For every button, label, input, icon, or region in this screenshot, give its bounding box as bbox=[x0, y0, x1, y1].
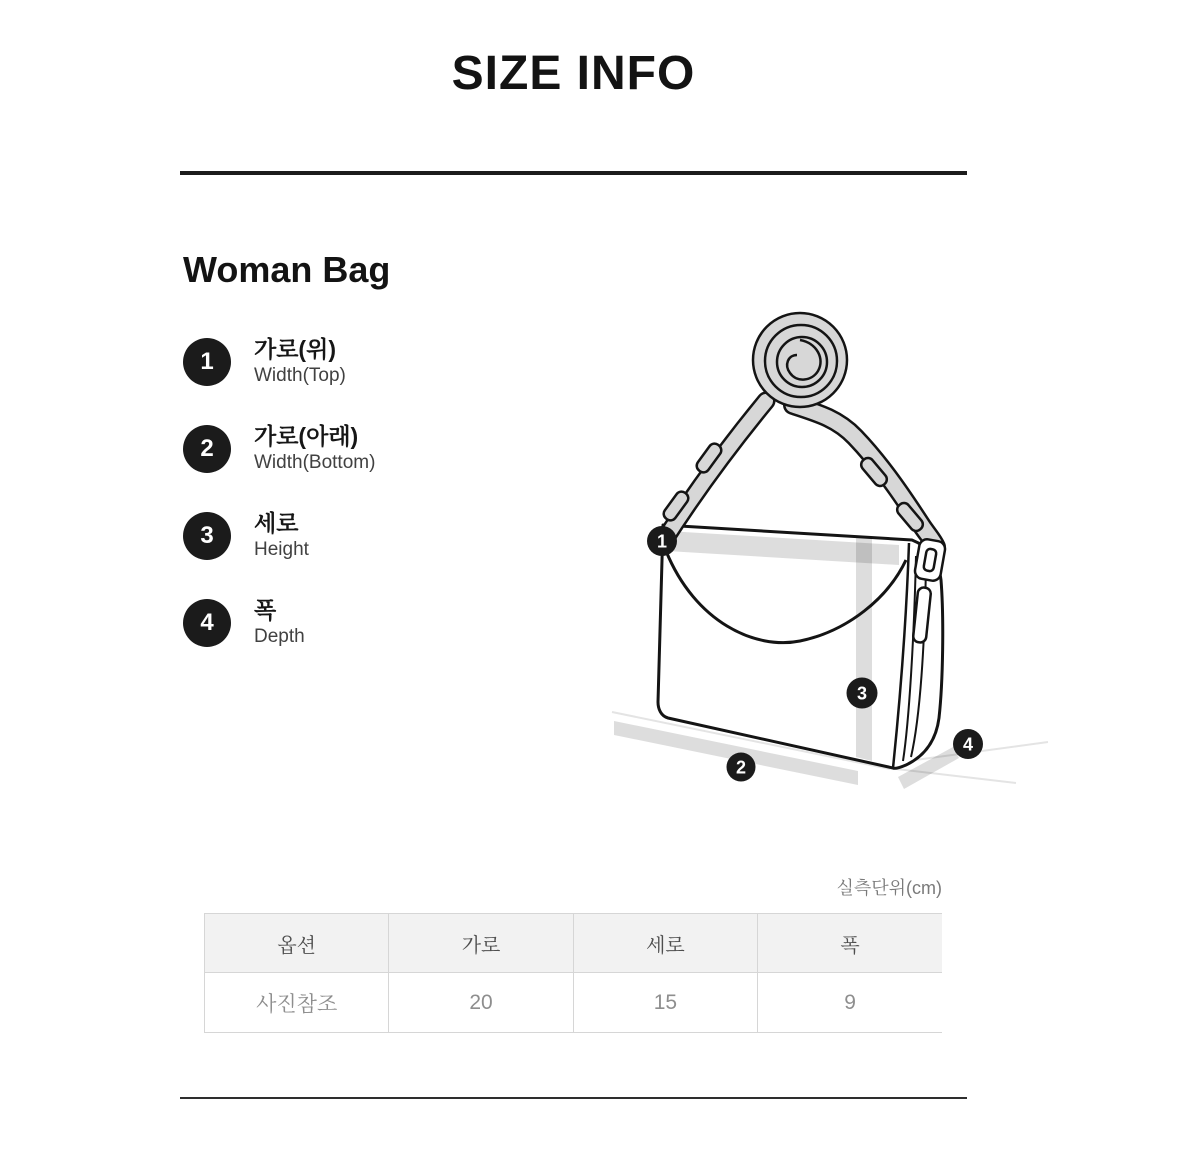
table-row bbox=[205, 973, 943, 1033]
marker-height bbox=[847, 678, 878, 709]
legend-item-width-bottom bbox=[183, 425, 375, 473]
marker-width-bottom bbox=[727, 753, 756, 782]
legend-label-en: Width(Bottom) bbox=[254, 452, 376, 473]
legend-item-width-top bbox=[183, 338, 375, 386]
legend-number-badge: 4 bbox=[183, 599, 231, 647]
size-table bbox=[204, 913, 942, 1033]
legend-label-en: Depth bbox=[254, 626, 305, 647]
bag-size-diagram bbox=[580, 295, 1060, 840]
legend-number-badge: 2 bbox=[183, 425, 231, 473]
marker-number: 1 bbox=[656, 531, 668, 552]
measure-band-height bbox=[856, 537, 872, 761]
marker-width-top bbox=[647, 526, 677, 556]
measurement-legend bbox=[183, 338, 375, 686]
marker-depth bbox=[953, 729, 983, 759]
marker-number: 3 bbox=[856, 683, 868, 704]
legend-item-height bbox=[183, 512, 375, 560]
shoulder-strap bbox=[663, 401, 936, 547]
legend-item-depth bbox=[183, 599, 375, 647]
legend-label-ko: 폭 bbox=[254, 597, 277, 623]
legend-label-ko: 가로(위) bbox=[254, 336, 336, 362]
size-table-header-row bbox=[205, 914, 943, 973]
section-title: Woman Bag bbox=[183, 249, 391, 290]
cell-option: 사진참조 bbox=[256, 992, 338, 1016]
marker-number: 4 bbox=[962, 734, 974, 755]
column-header-height: 세로 bbox=[573, 914, 757, 973]
column-header-option: 옵션 bbox=[205, 914, 389, 973]
top-divider bbox=[180, 171, 967, 175]
legend-label-ko: 세로 bbox=[254, 510, 299, 536]
cell-depth: 9 bbox=[758, 973, 942, 1033]
cell-height: 15 bbox=[573, 973, 757, 1033]
bag-body bbox=[658, 525, 943, 768]
page-title: SIZE INFO bbox=[451, 47, 696, 100]
legend-number-badge: 1 bbox=[183, 338, 231, 386]
marker-number: 2 bbox=[735, 757, 747, 778]
column-header-depth: 폭 bbox=[758, 914, 942, 973]
legend-label-ko: 가로(아래) bbox=[254, 423, 359, 449]
unit-note: 실측단위(cm) bbox=[836, 878, 942, 898]
bag-illustration bbox=[580, 295, 1060, 840]
legend-number-badge: 3 bbox=[183, 512, 231, 560]
bottom-divider bbox=[180, 1097, 967, 1099]
column-header-width: 가로 bbox=[389, 914, 573, 973]
cell-width: 20 bbox=[389, 973, 573, 1033]
legend-label-en: Height bbox=[254, 539, 309, 560]
legend-label-en: Width(Top) bbox=[254, 365, 346, 386]
strap-coil bbox=[753, 313, 847, 407]
